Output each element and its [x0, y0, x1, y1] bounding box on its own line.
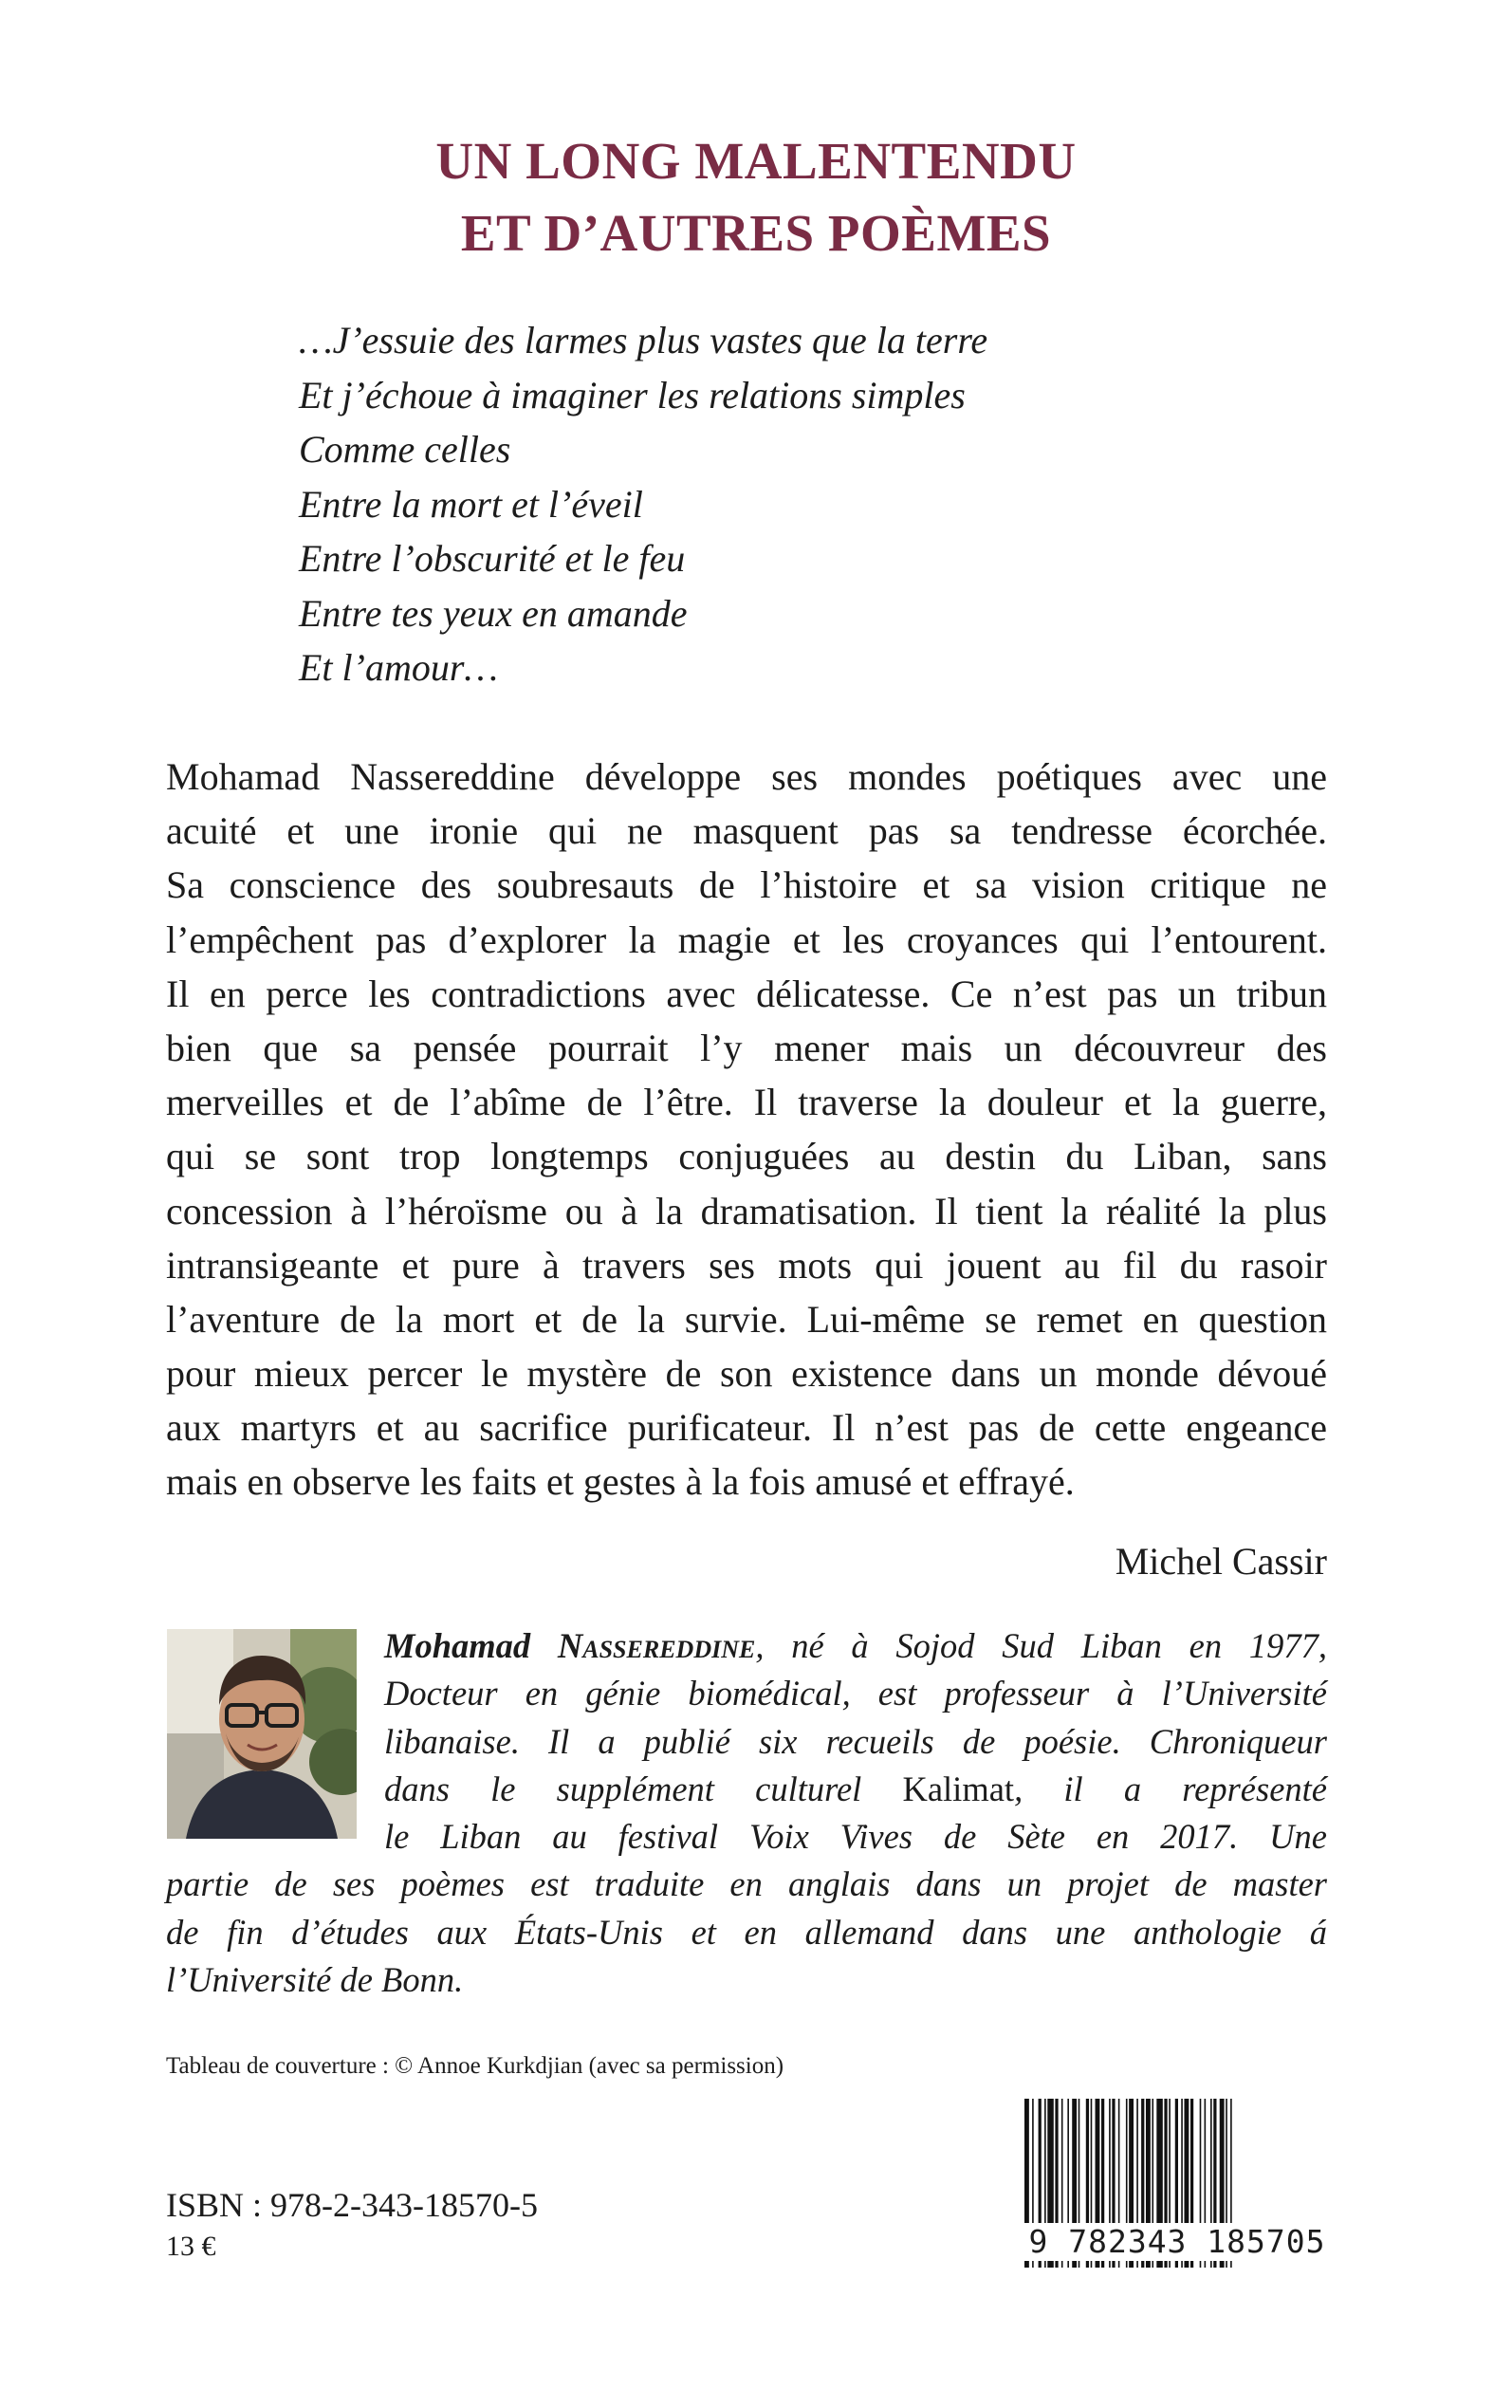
poem-line: Entre l’obscurité et le feu: [299, 537, 686, 580]
cover-credit: Tableau de couverture : © Annoe Kurkdjian (avec sa permission): [166, 2053, 784, 2079]
author-first-name: Mohamad: [384, 1626, 558, 1665]
paragraph-line: bien que sa pensée pourrait l’y mener mais un découvreur des: [166, 1026, 1327, 1069]
paragraph-line: Sa conscience des soubresauts de l’histoire et sa vision critique ne: [166, 863, 1327, 907]
author-bio: [166, 1622, 1327, 2004]
paragraph-line: qui se sont trop longtemps conjuguées au destin du Liban, sans: [166, 1135, 1327, 1178]
review-paragraph: [166, 750, 1327, 1510]
paragraph-line: intransigeante et pure à travers ses mots qui jouent au fil du rasoir: [166, 1243, 1327, 1287]
poem-line: Et j’échoue à imaginer les relations simples: [299, 373, 966, 417]
poem-line: …J’essuie des larmes plus vastes que la terre: [299, 319, 988, 361]
magazine-name: Kalimat: [902, 1769, 1015, 1808]
book-title-line-1: UN LONG MALENTENDU: [435, 132, 1077, 190]
barcode-digits: 9 782343 185705: [1021, 2223, 1334, 2261]
price: 13 €: [166, 2231, 216, 2262]
paragraph-line: merveilles et de l’abîme de l’être. Il traverse la douleur et la guerre,: [166, 1081, 1327, 1124]
paragraph-line: mais en observe les faits et gestes à la fois amusé et effrayé.: [166, 1460, 1075, 1504]
paragraph-line: l’empêchent pas d’explorer la magie et les croyances qui l’entourent.: [166, 917, 1327, 961]
poem-line: Entre la mort et l’éveil: [299, 482, 643, 526]
bio-line: libanaise. Il a publié six recueils de poésie. Chroniqueur: [384, 1721, 1327, 1761]
isbn: ISBN : 978-2-343-18570-5: [166, 2186, 538, 2224]
book-title-line-2: ET D’AUTRES POÈMES: [460, 204, 1052, 262]
book-title: [0, 125, 1512, 269]
paragraph-line: Il en perce les contradictions avec délicatesse. Ce n’est pas un tribun: [166, 972, 1327, 1015]
paragraph-line: Mohamad Nassereddine développe ses mondes poétiques avec une: [166, 755, 1327, 798]
bio-line: [166, 1622, 1327, 1670]
bio-line: [166, 1766, 1327, 1813]
bio-line: partie de ses poèmes est traduite en anglais dans un projet de master: [166, 1864, 1327, 1904]
bio-line: Docteur en génie biomédical, est professeur à l’Université: [384, 1674, 1327, 1713]
bio-line: de fin d’études aux États-Unis et en allemand dans une anthologie á: [166, 1912, 1327, 1952]
review-signature: Michel Cassir: [1115, 1540, 1327, 1583]
paragraph-line: l’aventure de la mort et de la survie. Lui-même se remet en question: [166, 1297, 1327, 1341]
poem-line: Entre tes yeux en amande: [299, 591, 688, 635]
paragraph-line: aux martyrs et au sacrifice purificateur. Il n’est pas de cette engeance: [166, 1406, 1327, 1450]
bio-line: l’Université de Bonn.: [166, 1960, 464, 2000]
bio-text: , né à Sojod Sud Liban en 1977,: [755, 1626, 1327, 1665]
bio-text: , il a représenté: [1014, 1769, 1327, 1808]
poem-excerpt: [299, 313, 987, 695]
paragraph-line: concession à l’héroïsme ou à la dramatisation. Il tient la réalité la plus: [166, 1189, 1327, 1232]
poem-line: Comme celles: [299, 428, 511, 471]
paragraph-line: acuité et une ironie qui ne masquent pas sa tendresse écorchée.: [166, 809, 1327, 853]
bio-line: le Liban au festival Voix Vives de Sète en 2017. Une: [384, 1817, 1327, 1857]
bio-text: dans le supplément culturel: [384, 1769, 903, 1808]
poem-line: Et l’amour…: [299, 646, 498, 689]
author-last-name: Nassereddine: [557, 1626, 756, 1665]
paragraph-line: pour mieux percer le mystère de son existence dans un monde dévoué: [166, 1352, 1327, 1396]
